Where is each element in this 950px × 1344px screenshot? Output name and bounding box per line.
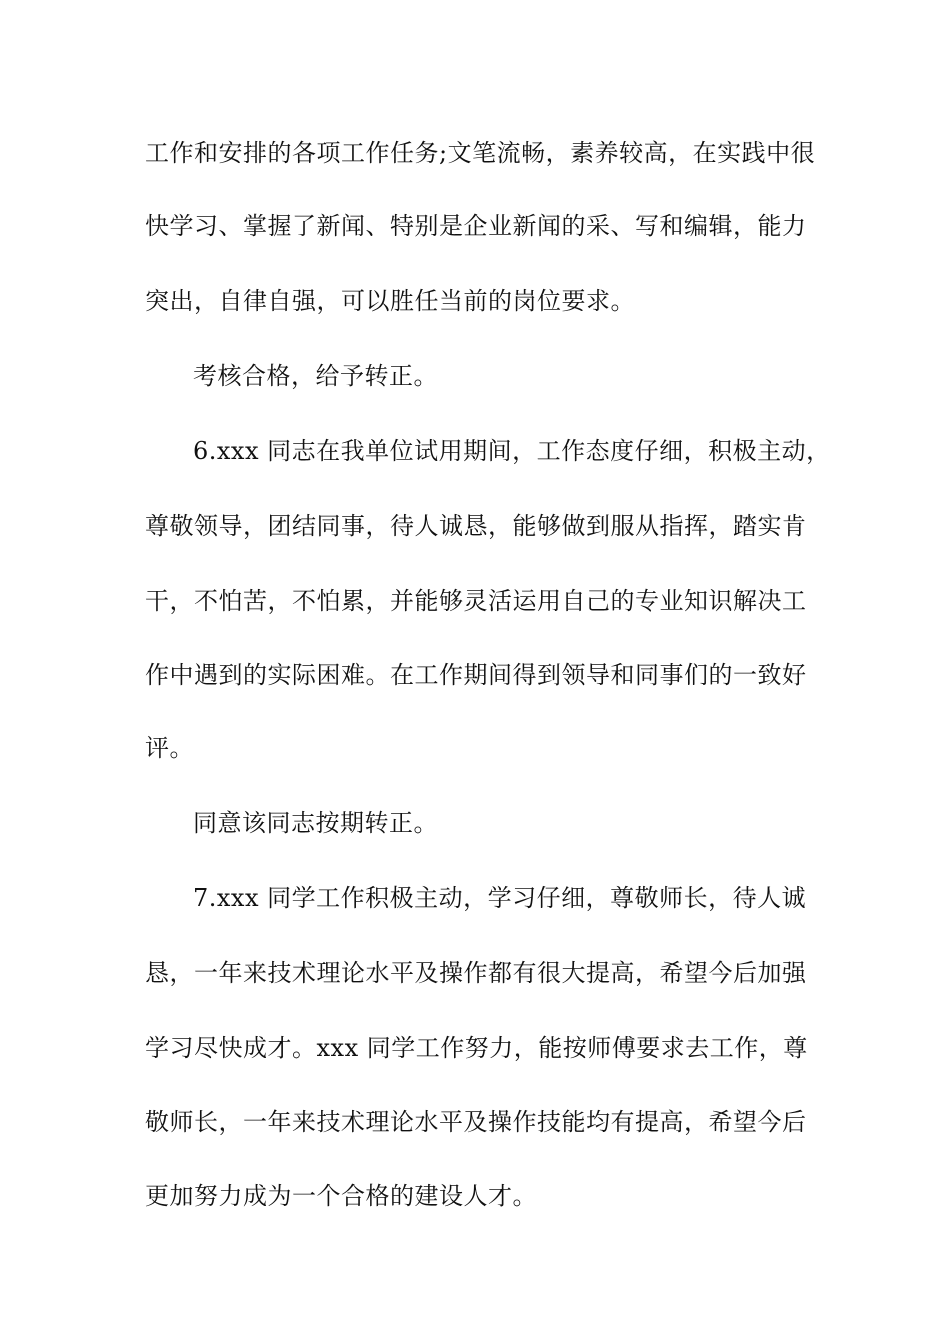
text-line: 敬师长，一年来技术理论水平及操作技能均有提高，希望今后: [145, 1108, 807, 1136]
text-line: 恳，一年来技术理论水平及操作都有很大提高，希望今后加强: [145, 959, 807, 987]
text-line: 干，不怕苦，不怕累，并能够灵活运用自己的专业知识解决工: [145, 587, 807, 615]
paragraph-conclusion: 考核合格，给予转正。: [193, 362, 438, 390]
text-line: 突出，自律自强，可以胜任当前的岗位要求。: [145, 287, 635, 315]
text-line: 学习尽快成才。xxx 同学工作努力，能按师傅要求去工作，尊: [145, 1034, 808, 1062]
text-line: 更加努力成为一个合格的建设人才。: [145, 1182, 537, 1210]
text-line: 作中遇到的实际困难。在工作期间得到领导和同事们的一致好: [145, 661, 807, 689]
text-line: 评。: [145, 734, 194, 762]
text-line: 工作和安排的各项工作任务;文笔流畅，素养较高，在实践中很: [145, 139, 816, 167]
paragraph-item-7-start: 7.xxx 同学工作积极主动，学习仔细，尊敬师长，待人诚: [193, 884, 807, 912]
paragraph-conclusion: 同意该同志按期转正。: [193, 809, 438, 837]
text-line: 尊敬领导，团结同事，待人诚恳，能够做到服从指挥，踏实肯: [145, 512, 807, 540]
paragraph-item-6-start: 6.xxx 同志在我单位试用期间，工作态度仔细，积极主动，: [193, 437, 831, 465]
text-line: 快学习、掌握了新闻、特别是企业新闻的采、写和编辑，能力: [145, 212, 807, 240]
